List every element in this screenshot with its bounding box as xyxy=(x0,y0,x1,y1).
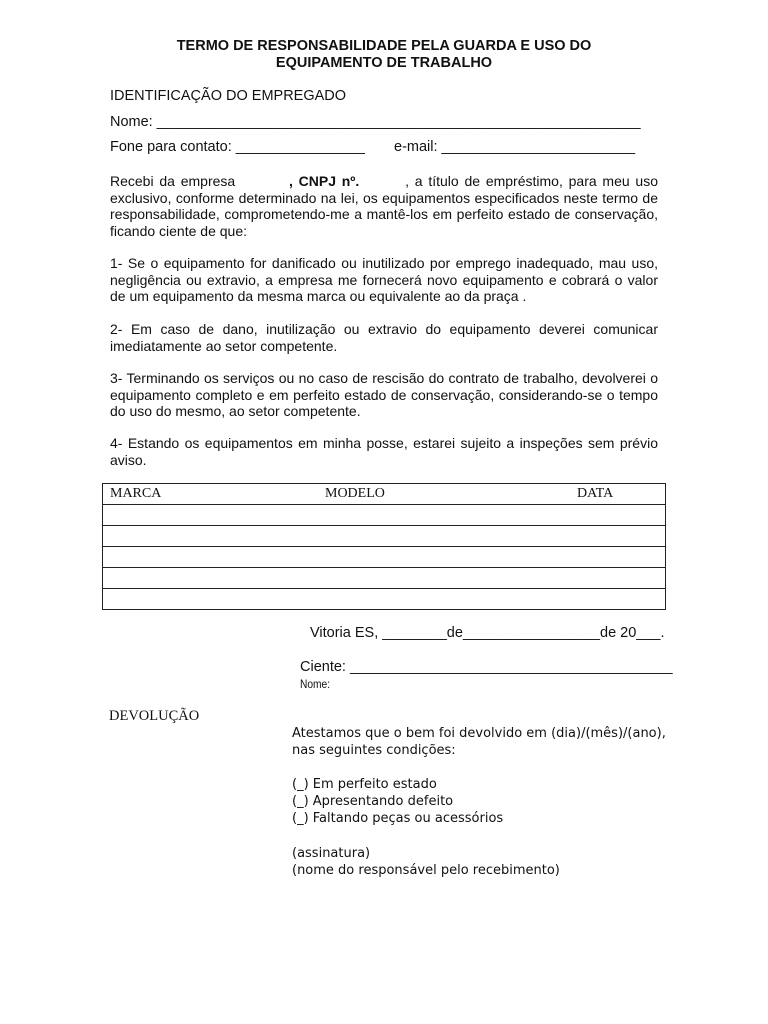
table-row[interactable] xyxy=(103,526,666,547)
clause-4: 4- Estando os equipamentos em minha posse, estarei sujeito a inspeções sem prévio aviso. xyxy=(110,435,658,468)
devolucao-line-1: Atestamos que o bem foi devolvido em (dia)/(mês)/(ano), xyxy=(292,726,666,741)
cnpj-label: , CNPJ nº. xyxy=(288,173,360,189)
ciente-signature-line: Ciente: ________________________________________ xyxy=(300,659,673,675)
table-row[interactable] xyxy=(103,589,666,610)
condition-option: (_) Em perfeito estado xyxy=(292,777,437,792)
document-title-line1: TERMO DE RESPONSABILIDADE PELA GUARDA E USO DO xyxy=(176,38,592,54)
intro-text-end: , a título de empréstimo, para meu uso exclusivo, conforme determinado na lei, os equipamentos especificados neste termo de responsabilidade, comprometendo-me a mantê-los em perfeito estado de conservação, ficando ciente de que: xyxy=(110,173,658,239)
clause-1: 1- Se o equipamento for danificado ou inutilizado por emprego inadequado, mau uso, negligência ou extravio, a empresa me fornecerá novo equipamento e cobrará o valor de um equipamento da mesma marca ou equivalente ao da praça . xyxy=(110,255,658,304)
contact-field: Fone para contato: ________________ xyxy=(110,139,365,155)
email-field: e-mail: ________________________ xyxy=(394,139,636,155)
table-row[interactable] xyxy=(103,505,666,526)
column-header-data: DATA xyxy=(577,486,614,501)
table-row[interactable] xyxy=(103,547,666,568)
document-title-line2: EQUIPAMENTO DE TRABALHO xyxy=(275,55,493,71)
place-date-line: Vitoria ES, ________de_________________de 20___. xyxy=(310,625,665,641)
signature-label: (assinatura) xyxy=(292,846,371,861)
table-header-row xyxy=(103,484,666,505)
column-header-modelo: MODELO xyxy=(325,486,385,501)
condition-option: (_) Apresentando defeito xyxy=(292,794,454,809)
devolucao-heading: DEVOLUÇÃO xyxy=(109,708,200,724)
receiver-name-label: (nome do responsável pelo recebimento) xyxy=(292,863,560,878)
ciente-name-label: Nome: xyxy=(300,677,331,691)
equipment-table xyxy=(102,483,666,610)
condition-option: (_) Faltando peças ou acessórios xyxy=(292,811,504,826)
table-row[interactable] xyxy=(103,568,666,589)
column-header-marca: MARCA xyxy=(110,486,162,501)
clause-2: 2- Em caso de dano, inutilização ou extravio do equipamento deverei comunicar imediatamente ao setor competente. xyxy=(110,321,658,354)
identification-heading: IDENTIFICAÇÃO DO EMPREGADO xyxy=(110,88,347,104)
name-field: Nome: ____________________________________________________________ xyxy=(110,114,641,130)
devolucao-line-2: nas seguintes condições: xyxy=(292,743,456,758)
clause-3: 3- Terminando os serviços ou no caso de rescisão do contrato de trabalho, devolverei o equipamento completo e em perfeito estado de conservação, considerando-se o tempo do uso do mesmo, ao setor competente. xyxy=(110,370,658,419)
intro-text-start: Recebi da empresa xyxy=(110,173,241,189)
intro-paragraph xyxy=(110,173,658,239)
